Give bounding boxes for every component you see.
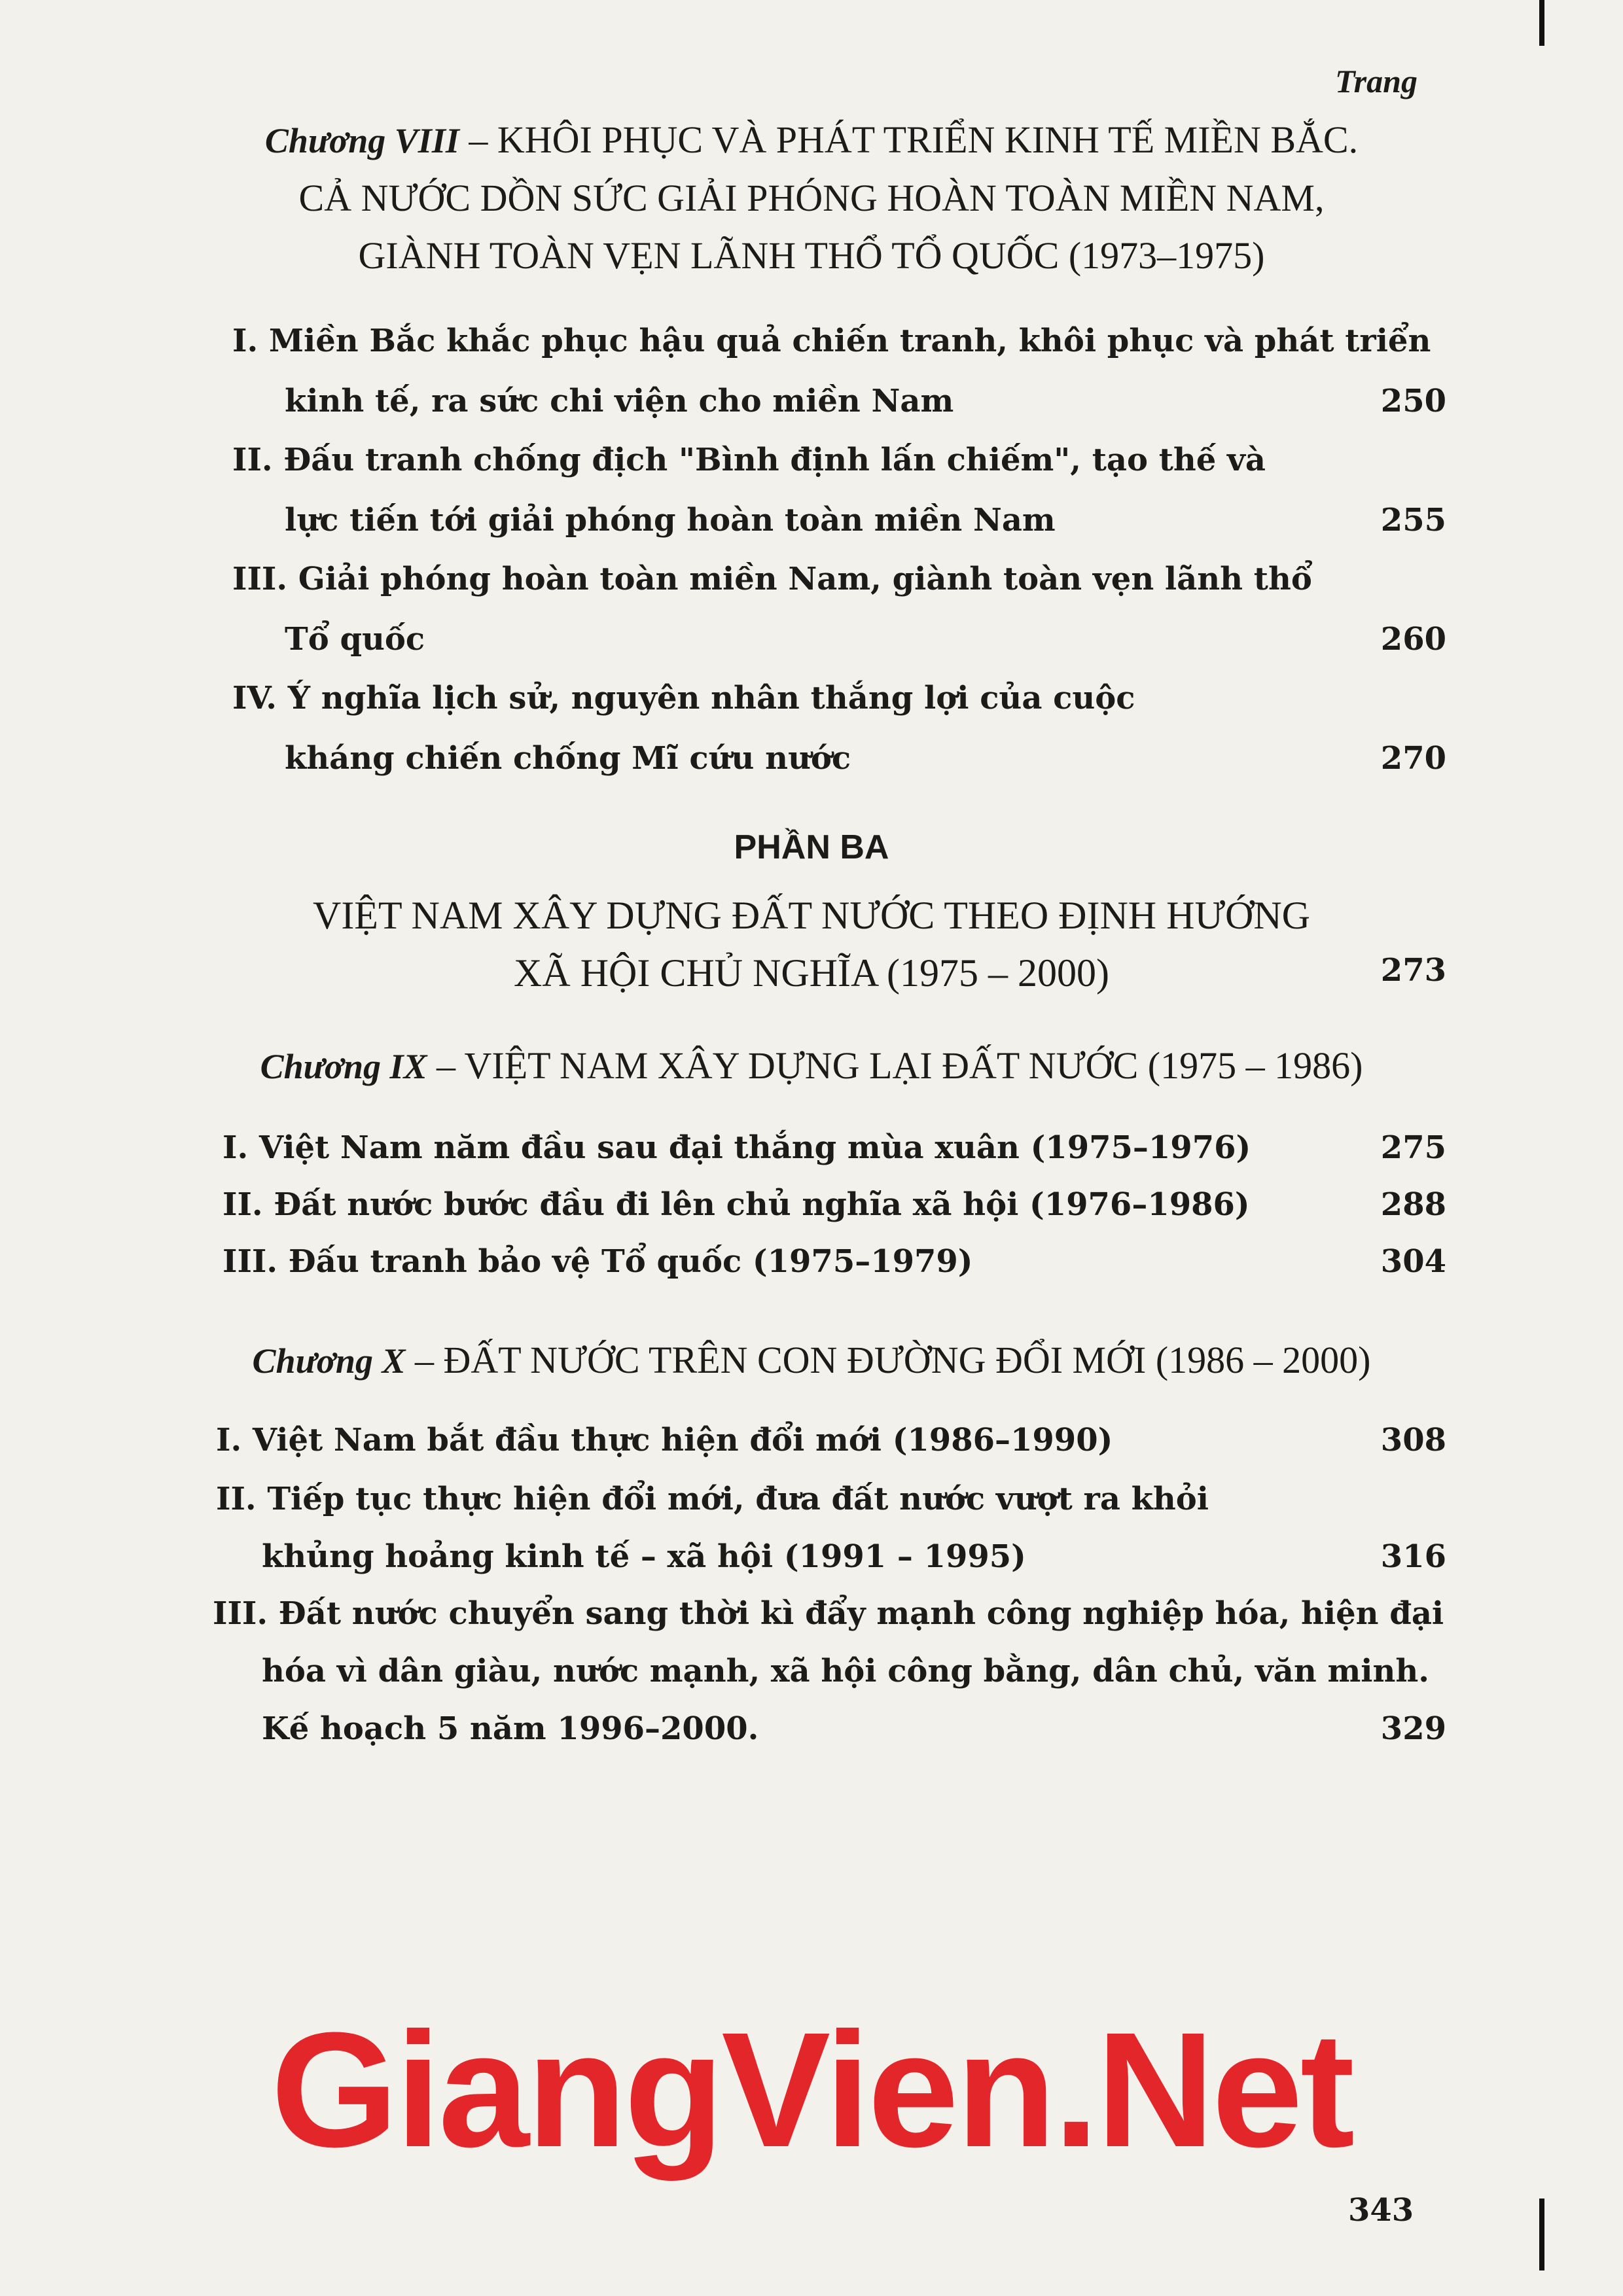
chapter-10-label: Chương X <box>252 1341 406 1381</box>
toc-entry-page: 250 <box>1380 383 1446 419</box>
toc-entry-text: IV. Ý nghĩa lịch sử, nguyên nhân thắng lợi của cuộc <box>232 680 1135 716</box>
toc-entry-page: 304 <box>1380 1243 1446 1280</box>
chapter-8-title-line-2: CẢ NƯỚC DỒN SỨC GIẢI PHÓNG HOÀN TOÀN MIỀN NAM, <box>298 177 1325 219</box>
page-column-label: Trang <box>1335 63 1418 99</box>
toc-entry-text: Kế hoạch 5 năm 1996–2000. <box>262 1710 759 1747</box>
toc-entry-text: kháng chiến chống Mĩ cứu nước <box>285 740 851 777</box>
chapter-9-label: Chương IX <box>260 1047 427 1086</box>
part-title-line-1: VIỆT NAM XÂY DỰNG ĐẤT NƯỚC THEO ĐỊNH HƯỚNG <box>312 894 1311 937</box>
toc-entry-text: I. Miền Bắc khắc phục hậu quả chiến tranh, khôi phục và phát triển <box>232 323 1431 359</box>
toc-entry-page: 260 <box>1380 621 1446 658</box>
toc-entry-text: II. Đấu tranh chống địch "Bình định lấn chiếm", tạo thế và <box>232 442 1266 478</box>
toc-entry-text: II. Đất nước bước đầu đi lên chủ nghĩa xã hội (1976–1986) <box>223 1186 1250 1223</box>
chapter-8-label: Chương VIII <box>264 121 459 160</box>
chapter-8-title-line-3: GIÀNH TOÀN VẸN LÃNH THỔ TỔ QUỐC (1973–1975) <box>358 234 1265 277</box>
toc-entry-text: II. Tiếp tục thực hiện đổi mới, đưa đất nước vượt ra khỏi <box>216 1481 1209 1517</box>
toc-entry-text: Tổ quốc <box>285 621 425 658</box>
toc-entry-text: kinh tế, ra sức chi viện cho miền Nam <box>285 383 954 419</box>
scan-edge-mark <box>1539 0 1544 46</box>
toc-entry-text: khủng hoảng kinh tế – xã hội (1991 – 1995) <box>262 1538 1026 1575</box>
toc-entry-text: III. Đấu tranh bảo vệ Tổ quốc (1975–1979) <box>223 1243 973 1280</box>
toc-entry-text: lực tiến tới giải phóng hoàn toàn miền Nam <box>285 502 1056 539</box>
toc-entry-page: 288 <box>1380 1186 1446 1223</box>
part-title-line-2: XÃ HỘI CHỦ NGHĨA (1975 – 2000) <box>514 951 1109 995</box>
chapter-10-title: Chương X – ĐẤT NƯỚC TRÊN CON ĐƯỜNG ĐỔI MỚI (1986 – 2000) <box>252 1339 1371 1381</box>
chapter-8-title-line-1: Chương VIII – KHÔI PHỤC VÀ PHÁT TRIỂN KINH TẾ MIỀN BẮC. <box>264 118 1359 161</box>
part-page: 273 <box>1380 952 1446 989</box>
toc-entry-text: III. Giải phóng hoàn toàn miền Nam, giành toàn vẹn lãnh thổ <box>232 561 1312 597</box>
toc-entry-text: I. Việt Nam bắt đầu thực hiện đổi mới (1986–1990) <box>216 1422 1113 1458</box>
page-number: 343 <box>1348 2192 1414 2229</box>
part-heading: PHẦN BA <box>734 828 889 866</box>
watermark-text: GiangVien.Net <box>270 1998 1353 2181</box>
scan-edge-mark <box>1539 2199 1544 2270</box>
chapter-8-title <box>0 111 1623 285</box>
toc-entry-page: 255 <box>1380 502 1446 539</box>
toc-entry-page: 275 <box>1380 1129 1446 1166</box>
toc-entry-page: 316 <box>1380 1538 1446 1575</box>
toc-entry-page: 270 <box>1380 740 1446 777</box>
toc-entry-text: hóa vì dân giàu, nước mạnh, xã hội công bằng, dân chủ, văn minh. <box>262 1653 1430 1689</box>
toc-entry-text: III. Đất nước chuyển sang thời kì đẩy mạnh công nghiệp hóa, hiện đại <box>213 1595 1444 1632</box>
toc-entry-text: I. Việt Nam năm đầu sau đại thắng mùa xuân (1975–1976) <box>223 1129 1251 1166</box>
toc-entry-page: 308 <box>1380 1422 1446 1458</box>
chapter-9-title: Chương IX – VIỆT NAM XÂY DỰNG LẠI ĐẤT NƯỚC (1975 – 1986) <box>260 1044 1363 1087</box>
toc-entry-page: 329 <box>1380 1710 1446 1747</box>
